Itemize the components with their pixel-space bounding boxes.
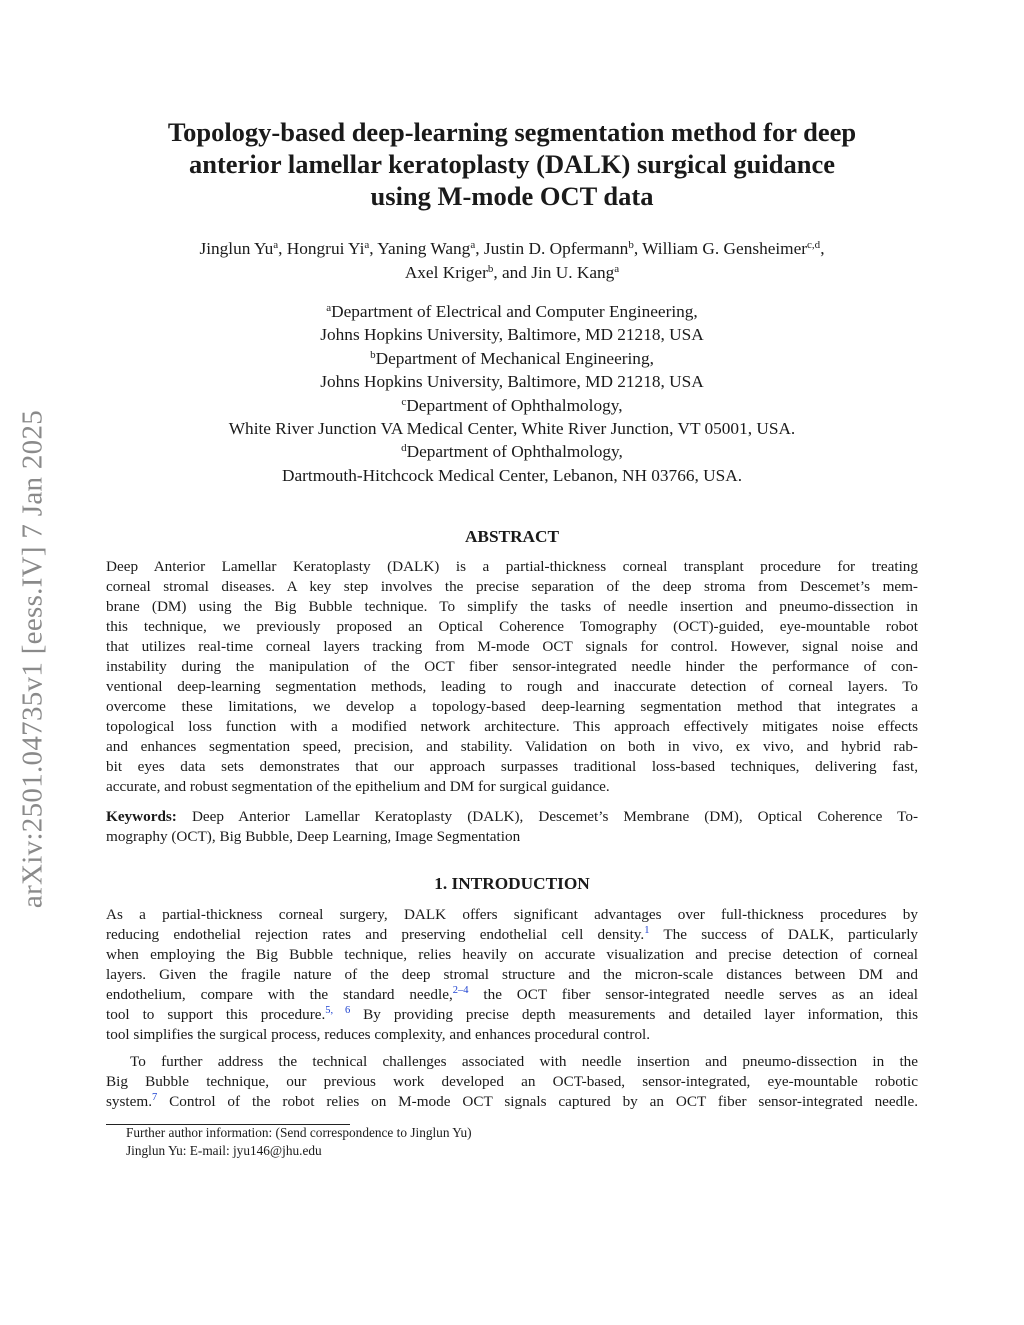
affiliation-dept <box>100 394 924 417</box>
body-text: The success of DALK, particularly <box>649 926 919 943</box>
affiliation-mark: b <box>370 348 376 361</box>
citation-link[interactable]: 2–4 <box>452 985 469 997</box>
abstract-line: ventional deep-learning segmentation methods, leading to rough and inaccurate detection of corneal layers. To <box>106 678 918 695</box>
keywords-block <box>106 807 918 847</box>
affiliation-mark: a <box>326 301 332 314</box>
body-text: endothelium, compare with the standard needle, <box>106 986 453 1003</box>
body-line: layers. Given the fragile nature of the deep stromal structure and the micron-scale distances between DM and <box>106 966 918 983</box>
affiliation-text: Department of Electrical and Computer Engineering, <box>331 302 698 321</box>
body-line <box>106 1005 918 1025</box>
arxiv-identifier: arXiv:2501.04735v1 [eess.IV] 7 Jan 2025 <box>16 409 49 909</box>
abstract-line: accurate, and robust segmentation of the epithelium and DM for surgical guidance. <box>106 778 610 795</box>
citation-link[interactable]: 7 <box>152 1092 158 1104</box>
author-name: Yaning Wang <box>377 239 471 258</box>
author-name: William G. Gensheimer <box>642 239 808 258</box>
body-text: system. <box>106 1093 152 1110</box>
author-affiliation-mark: a <box>364 238 370 251</box>
body-text: By providing precise depth measurements and detailed layer information, this <box>350 1006 919 1023</box>
author-affiliation-mark: b <box>487 262 494 275</box>
abstract-line: topological loss function with a modified network architecture. This approach effectively mitigates noise effects <box>106 718 918 735</box>
affiliation-list <box>100 300 924 487</box>
affiliation-institution: Johns Hopkins University, Baltimore, MD 21218, USA <box>320 325 704 345</box>
footnote-line: Jinglun Yu: E-mail: jyu146@jhu.edu <box>126 1143 322 1158</box>
author-name: Axel Kriger <box>404 263 488 282</box>
body-line <box>106 1092 918 1112</box>
title-line: using M-mode OCT data <box>370 181 654 211</box>
body-line: Big Bubble technique, our previous work developed an OCT-based, sensor-integrated, eye-mountable robotic <box>106 1073 918 1090</box>
affiliation-institution: Dartmouth-Hitchcock Medical Center, Lebanon, NH 03766, USA. <box>281 465 743 485</box>
citation-link[interactable]: 5, 6 <box>325 1005 351 1017</box>
introduction-heading: 1. INTRODUCTION <box>434 874 590 893</box>
keywords-text: Deep Anterior Lamellar Keratoplasty (DALK), Descemet’s Membrane (DM), Optical Coherence To- <box>191 808 919 825</box>
abstract-line: Deep Anterior Lamellar Keratoplasty (DALK) is a partial-thickness corneal transplant procedure for treating <box>106 558 918 575</box>
author-name: Jin U. Kang <box>531 263 615 282</box>
affiliation-institution: Johns Hopkins University, Baltimore, MD 21218, USA <box>320 372 704 392</box>
author-name: Hongrui Yi <box>286 239 365 258</box>
body-text: reducing endothelial rejection rates and preserving endothelial cell density. <box>106 926 645 943</box>
affiliation-mark: c <box>401 395 407 408</box>
affiliation-text: Department of Mechanical Engineering, <box>375 348 654 368</box>
body-line: As a partial-thickness corneal surgery, DALK offers significant advantages over full-thickness procedures by <box>106 906 918 923</box>
body-line: when employing the Big Bubble technique, relies heavily on accurate visualization and precise detection of corneal <box>106 946 918 963</box>
author-affiliation-mark: a <box>470 238 476 251</box>
author-list <box>100 237 924 285</box>
abstract-line: bit eyes data sets demonstrates that our approach surpasses traditional loss-based techniques, delivering fast, <box>106 758 918 775</box>
body-line: tool simplifies the surgical process, reduces complexity, and enhances procedural control. <box>106 1026 651 1043</box>
affiliation-dept <box>100 300 924 323</box>
author-affiliation-mark: c,d <box>807 238 821 251</box>
abstract-line: overcome these limitations, we develop a topology-based deep-learning segmentation method that integrates a <box>106 698 918 715</box>
introduction-paragraph <box>106 1052 918 1112</box>
affiliation-institution: White River Junction VA Medical Center, White River Junction, VT 05001, USA. <box>228 419 796 439</box>
abstract-line: this technique, we previously proposed an Optical Coherence Tomography (OCT)-guided, eye-mountable robot <box>106 618 918 635</box>
author-affiliation-mark: a <box>273 238 279 251</box>
keywords-label: Keywords: <box>106 808 177 825</box>
author-line: Jinglun Yu$^a$, Hongrui Yi$^a$, Yaning Wang$^a$, Justin D. Opfermann$^b$, William G. Gensheimer$^{c,d}$, <box>199 238 825 258</box>
affiliation-mark: d <box>401 442 407 455</box>
body-line: To further address the technical challenges associated with needle insertion and pneumo-dissection in the <box>130 1053 918 1070</box>
title-line: Topology-based deep-learning segmentation method for deep <box>167 117 857 147</box>
affiliation-text: Department of Ophthalmology, <box>406 442 623 462</box>
abstract-line: brane (DM) using the Big Bubble technique. To simplify the tasks of needle insertion and pneumo-dissection in <box>106 598 918 615</box>
author-name: Jinglun Yu <box>199 239 274 258</box>
author-affiliation-mark: a <box>614 262 620 275</box>
title-line: anterior lamellar keratoplasty (DALK) surgical guidance <box>188 149 835 179</box>
abstract-line: and enhances segmentation speed, precision, and stability. Validation on both in vivo, ex vivo, and hybrid rab- <box>106 738 918 755</box>
body-line <box>106 985 918 1005</box>
body-text: Control of the robot relies on M-mode OCT signals captured by an OCT fiber sensor-integrated needle. <box>157 1093 918 1110</box>
abstract-body <box>106 557 918 797</box>
footnote-line: Further author information: (Send correspondence to Jinglun Yu) <box>126 1125 472 1140</box>
keywords-line <box>106 807 918 827</box>
affiliation-dept <box>100 440 924 463</box>
author-affiliation-mark: b <box>628 238 634 251</box>
body-line <box>106 925 918 945</box>
abstract-heading: ABSTRACT <box>464 527 560 546</box>
affiliation-text: Department of Ophthalmology, <box>406 395 623 415</box>
author-name: Justin D. Opfermann <box>483 239 629 258</box>
abstract-line: corneal stromal diseases. A key step involves the precise separation of the deep stroma from Descemet’s mem- <box>106 578 918 595</box>
body-text: the OCT fiber sensor-integrated needle serves as an ideal <box>468 986 918 1003</box>
abstract-line: that utilizes real-time corneal layers tracking from M-mode OCT signals for control. However, signal noise and <box>106 638 918 655</box>
arxiv-sidebar <box>3 368 63 950</box>
body-text: tool to support this procedure. <box>106 1006 326 1023</box>
affiliation-dept <box>100 347 924 370</box>
author-line: Axel Kriger$^b$, and Jin U. Kang$^a$ <box>404 262 620 282</box>
paper-title <box>100 116 924 212</box>
citation-link[interactable]: 1 <box>644 925 650 937</box>
abstract-line: instability during the manipulation of the OCT fiber sensor-integrated needle hinder the performance of con- <box>106 658 918 675</box>
introduction-paragraph <box>106 905 918 1045</box>
keywords-line: mography (OCT), Big Bubble, Deep Learning, Image Segmentation <box>106 828 521 845</box>
